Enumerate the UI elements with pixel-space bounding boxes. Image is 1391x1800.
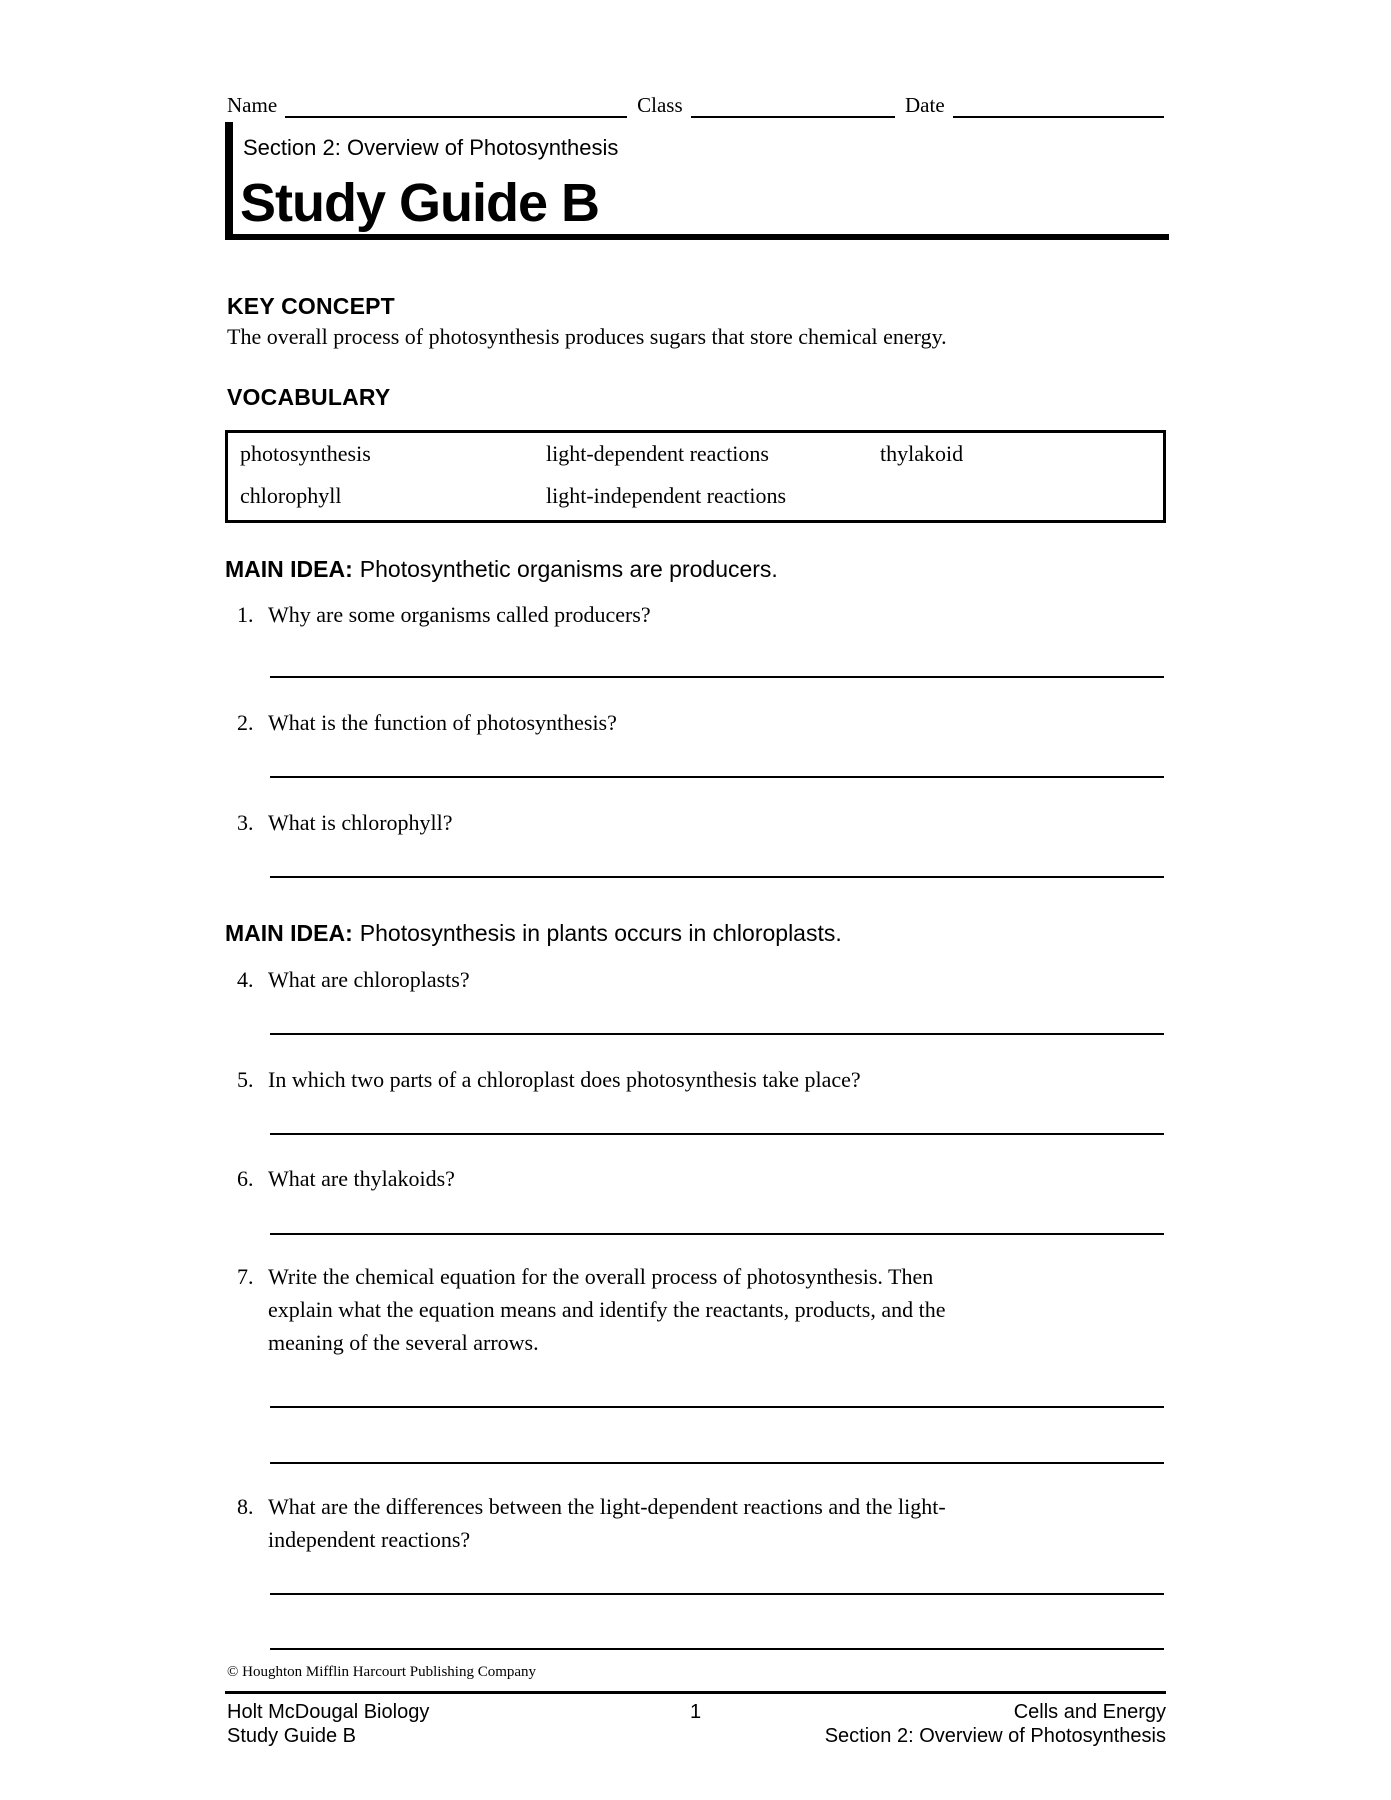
question-number: 7. bbox=[237, 1264, 254, 1289]
footer-doc-type: Study Guide B bbox=[227, 1725, 356, 1747]
class-field-line[interactable] bbox=[691, 92, 895, 118]
question-text-line: explain what the equation means and identify the reactants, products, and the bbox=[268, 1297, 946, 1322]
question-text bbox=[268, 1490, 946, 1556]
name-label: Name bbox=[227, 93, 278, 117]
question-8 bbox=[237, 1490, 946, 1556]
main-idea-2 bbox=[225, 920, 842, 947]
title-underline-rule bbox=[225, 234, 1169, 240]
answer-line-q4[interactable] bbox=[270, 1033, 1164, 1035]
vocabulary-box bbox=[225, 430, 1166, 523]
question-number: 8. bbox=[237, 1494, 254, 1519]
question-4 bbox=[237, 963, 470, 996]
class-label: Class bbox=[637, 93, 683, 117]
main-idea-1 bbox=[225, 556, 778, 583]
question-text: What are chloroplasts? bbox=[268, 967, 470, 992]
question-text: In which two parts of a chloroplast does photosynthesis take place? bbox=[268, 1067, 861, 1092]
question-number: 5. bbox=[237, 1067, 254, 1092]
question-6 bbox=[237, 1162, 455, 1195]
vocab-term: light-dependent reactions bbox=[546, 441, 769, 466]
answer-line-q2[interactable] bbox=[270, 776, 1164, 778]
answer-line-q1[interactable] bbox=[270, 676, 1164, 678]
vocab-term: chlorophyll bbox=[240, 483, 342, 508]
question-text: What is the function of photosynthesis? bbox=[268, 710, 617, 735]
date-field-line[interactable] bbox=[953, 92, 1164, 118]
answer-line-q8-2[interactable] bbox=[270, 1648, 1164, 1650]
footer-rule bbox=[225, 1691, 1166, 1694]
question-7 bbox=[237, 1260, 946, 1359]
header-fields-row bbox=[227, 92, 1164, 118]
question-text-line: What are the differences between the light-dependent reactions and the light- bbox=[268, 1494, 946, 1519]
main-idea-text: Photosynthesis in plants occurs in chloroplasts. bbox=[359, 920, 842, 946]
answer-line-q5[interactable] bbox=[270, 1133, 1164, 1135]
footer-book-title: Holt McDougal Biology bbox=[227, 1701, 430, 1723]
main-idea-text: Photosynthetic organisms are producers. bbox=[359, 556, 778, 582]
question-text: What is chlorophyll? bbox=[268, 810, 453, 835]
answer-line-q7-1[interactable] bbox=[270, 1406, 1164, 1408]
page-title: Study Guide B bbox=[240, 173, 600, 233]
footer-right bbox=[825, 1700, 1166, 1748]
copyright-notice: © Houghton Mifflin Harcourt Publishing Company bbox=[227, 1664, 537, 1680]
question-number: 4. bbox=[237, 967, 254, 992]
question-number: 6. bbox=[237, 1166, 254, 1191]
title-left-rule bbox=[225, 122, 233, 234]
main-idea-label: MAIN IDEA: bbox=[225, 920, 353, 946]
question-number: 1. bbox=[237, 602, 254, 627]
question-text-line: Write the chemical equation for the overall process of photosynthesis. Then bbox=[268, 1264, 934, 1289]
question-2 bbox=[237, 706, 617, 739]
question-text-line: meaning of the several arrows. bbox=[268, 1330, 539, 1355]
answer-line-q6[interactable] bbox=[270, 1233, 1164, 1235]
question-3 bbox=[237, 806, 453, 839]
question-5 bbox=[237, 1063, 861, 1096]
vocabulary-heading: VOCABULARY bbox=[227, 384, 391, 410]
key-concept-heading: KEY CONCEPT bbox=[227, 293, 395, 319]
question-text: What are thylakoids? bbox=[268, 1166, 455, 1191]
vocab-term: photosynthesis bbox=[240, 441, 371, 466]
footer-unit-title: Cells and Energy bbox=[1013, 1701, 1166, 1723]
question-number: 2. bbox=[237, 710, 254, 735]
name-field-line[interactable] bbox=[285, 92, 627, 118]
answer-line-q7-2[interactable] bbox=[270, 1462, 1164, 1464]
question-text bbox=[268, 1260, 946, 1359]
footer-section-title: Section 2: Overview of Photosynthesis bbox=[824, 1725, 1166, 1747]
footer-page-number: 1 bbox=[689, 1701, 702, 1723]
question-text: Why are some organisms called producers? bbox=[268, 602, 651, 627]
vocab-term: thylakoid bbox=[880, 441, 964, 466]
key-concept-text: The overall process of photosynthesis produces sugars that store chemical energy. bbox=[227, 324, 947, 349]
answer-line-q3[interactable] bbox=[270, 876, 1164, 878]
section-label: Section 2: Overview of Photosynthesis bbox=[243, 135, 619, 160]
answer-line-q8-1[interactable] bbox=[270, 1593, 1164, 1595]
question-number: 3. bbox=[237, 810, 254, 835]
main-idea-label: MAIN IDEA: bbox=[225, 556, 353, 582]
vocab-term: light-independent reactions bbox=[546, 483, 787, 508]
question-text-line: independent reactions? bbox=[268, 1527, 471, 1552]
date-label: Date bbox=[905, 93, 945, 117]
question-1 bbox=[237, 598, 651, 631]
